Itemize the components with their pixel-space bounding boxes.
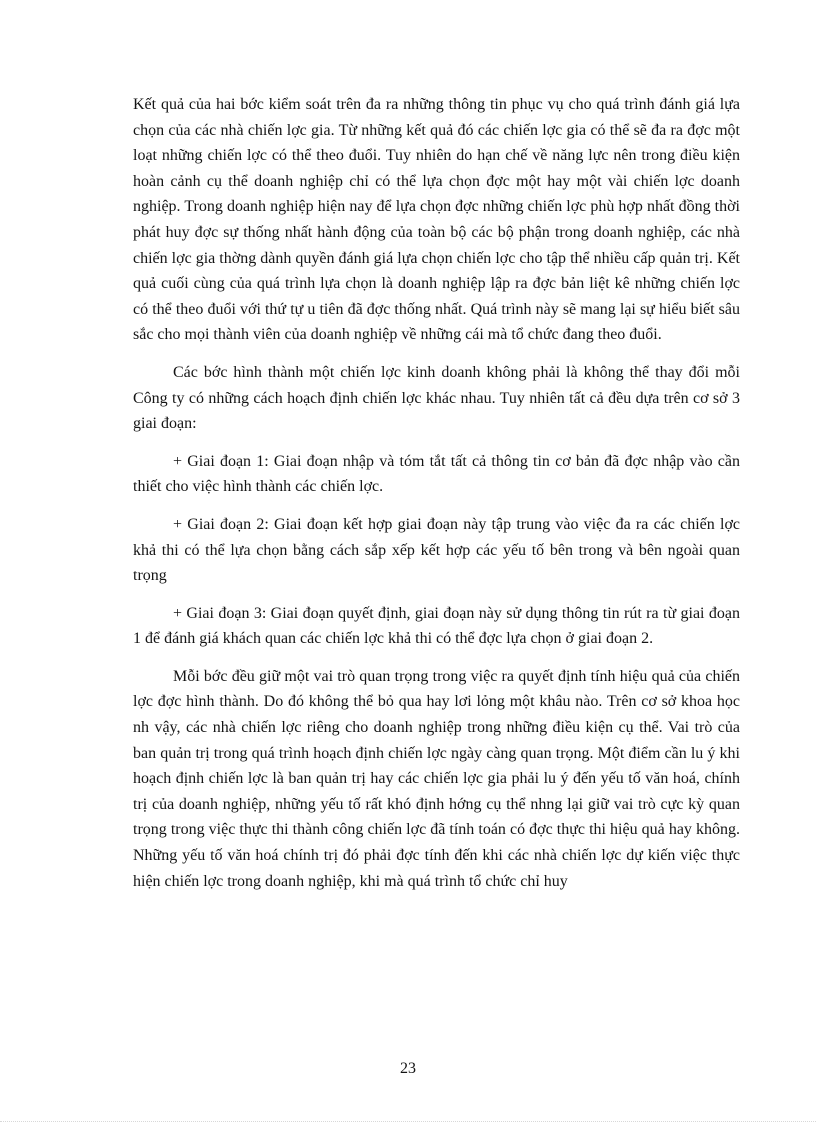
document-body	[133, 92, 740, 906]
paragraph-management-role: Mỗi bớc đều giữ một vai trò quan trọng trong việc ra quyết định tính hiệu quả của chiến lợc đợc hình thành. Do đó không thể bỏ qua hay lơi lỏng một khâu nào. Trên cơ sở khoa học nh vậy, các nhà chiến lợc riêng cho doanh nghiệp trong những điều kiện cụ thể. Vai trò của ban quản trị trong quá trình hoạch định chiến lợc ngày càng quan trọng. Một điểm cần lu ý khi hoạch định chiến lợc là ban quản trị hay các chiến lợc gia phải lu ý đến yếu tố văn hoá, chính trị của doanh nghiệp, những yếu tố rất khó định hớng cụ thể nhng lại giữ vai trò cực kỳ quan trọng trong việc thực thi thành công chiến lợc đã tính toán có đợc thực thi hiệu quả hay không. Những yếu tố văn hoá chính trị đó phải đợc tính đến khi các nhà chiến lợc dự kiến việc thực hiện chiến lợc trong doanh nghiệp, khi mà quá trình tổ chức chỉ huy	[133, 667, 740, 890]
paragraph-stage-1: + Giai đoạn 1: Giai đoạn nhập và tóm tắt tất cả thông tin cơ bản đã đợc nhập vào cần thiết cho việc hình thành các chiến lợc.	[133, 452, 740, 496]
page-bottom-edge	[0, 1121, 816, 1122]
paragraph-three-stages-intro: Các bớc hình thành một chiến lợc kinh doanh không phải là không thể thay đổi mỗi Công ty có những cách hoạch định chiến lợc khác nhau. Tuy nhiên tất cả đều dựa trên cơ sở 3 giai đoạn:	[133, 363, 740, 433]
paragraph-stage-2: + Giai đoạn 2: Giai đoạn kết hợp giai đoạn này tập trung vào việc đa ra các chiến lợc khả thi có thể lựa chọn bằng cách sắp xếp kết hợp các yếu tố bên trong và bên ngoài quan trọng	[133, 515, 740, 585]
paragraph-stage-3: + Giai đoạn 3: Giai đoạn quyết định, giai đoạn này sử dụng thông tin rút ra từ giai đoạn 1 để đánh giá khách quan các chiến lợc khả thi có thể đợc lựa chọn ở giai đoạn 2.	[133, 604, 740, 648]
page-number: 23	[400, 1060, 416, 1077]
paragraph-strategy-selection: Kết quả của hai bớc kiểm soát trên đa ra những thông tin phục vụ cho quá trình đánh giá lựa chọn của các nhà chiến lợc gia. Từ những kết quả đó các chiến lợc gia có thể sẽ đa ra đợc một loạt những chiến lợc có thể theo đuổi. Tuy nhiên do hạn chế về năng lực nên trong điều kiện hoàn cảnh cụ thể doanh nghiệp chỉ có thể lựa chọn đợc một hay một vài chiến lợc doanh nghiệp. Trong doanh nghiệp hiện nay để lựa chọn đợc những chiến lợc phù hợp nhất đồng thời phát huy đợc sự thống nhất hành động của toàn bộ các bộ phận trong doanh nghiệp, các nhà chiến lợc gia thờng dành quyền đánh giá lựa chọn chiến lợc cho tập thể nhiều cấp quản trị. Kết quả cuối cùng của quá trình lựa chọn là doanh nghiệp lập ra đợc bản liệt kê những chiến lợc có thể theo đuổi với thứ tự u tiên đã đợc thống nhất. Quá trình này sẽ mang lại sự hiểu biết sâu sắc cho mọi thành viên của doanh nghiệp về những cái mà tổ chức đang theo đuổi.	[133, 96, 740, 344]
